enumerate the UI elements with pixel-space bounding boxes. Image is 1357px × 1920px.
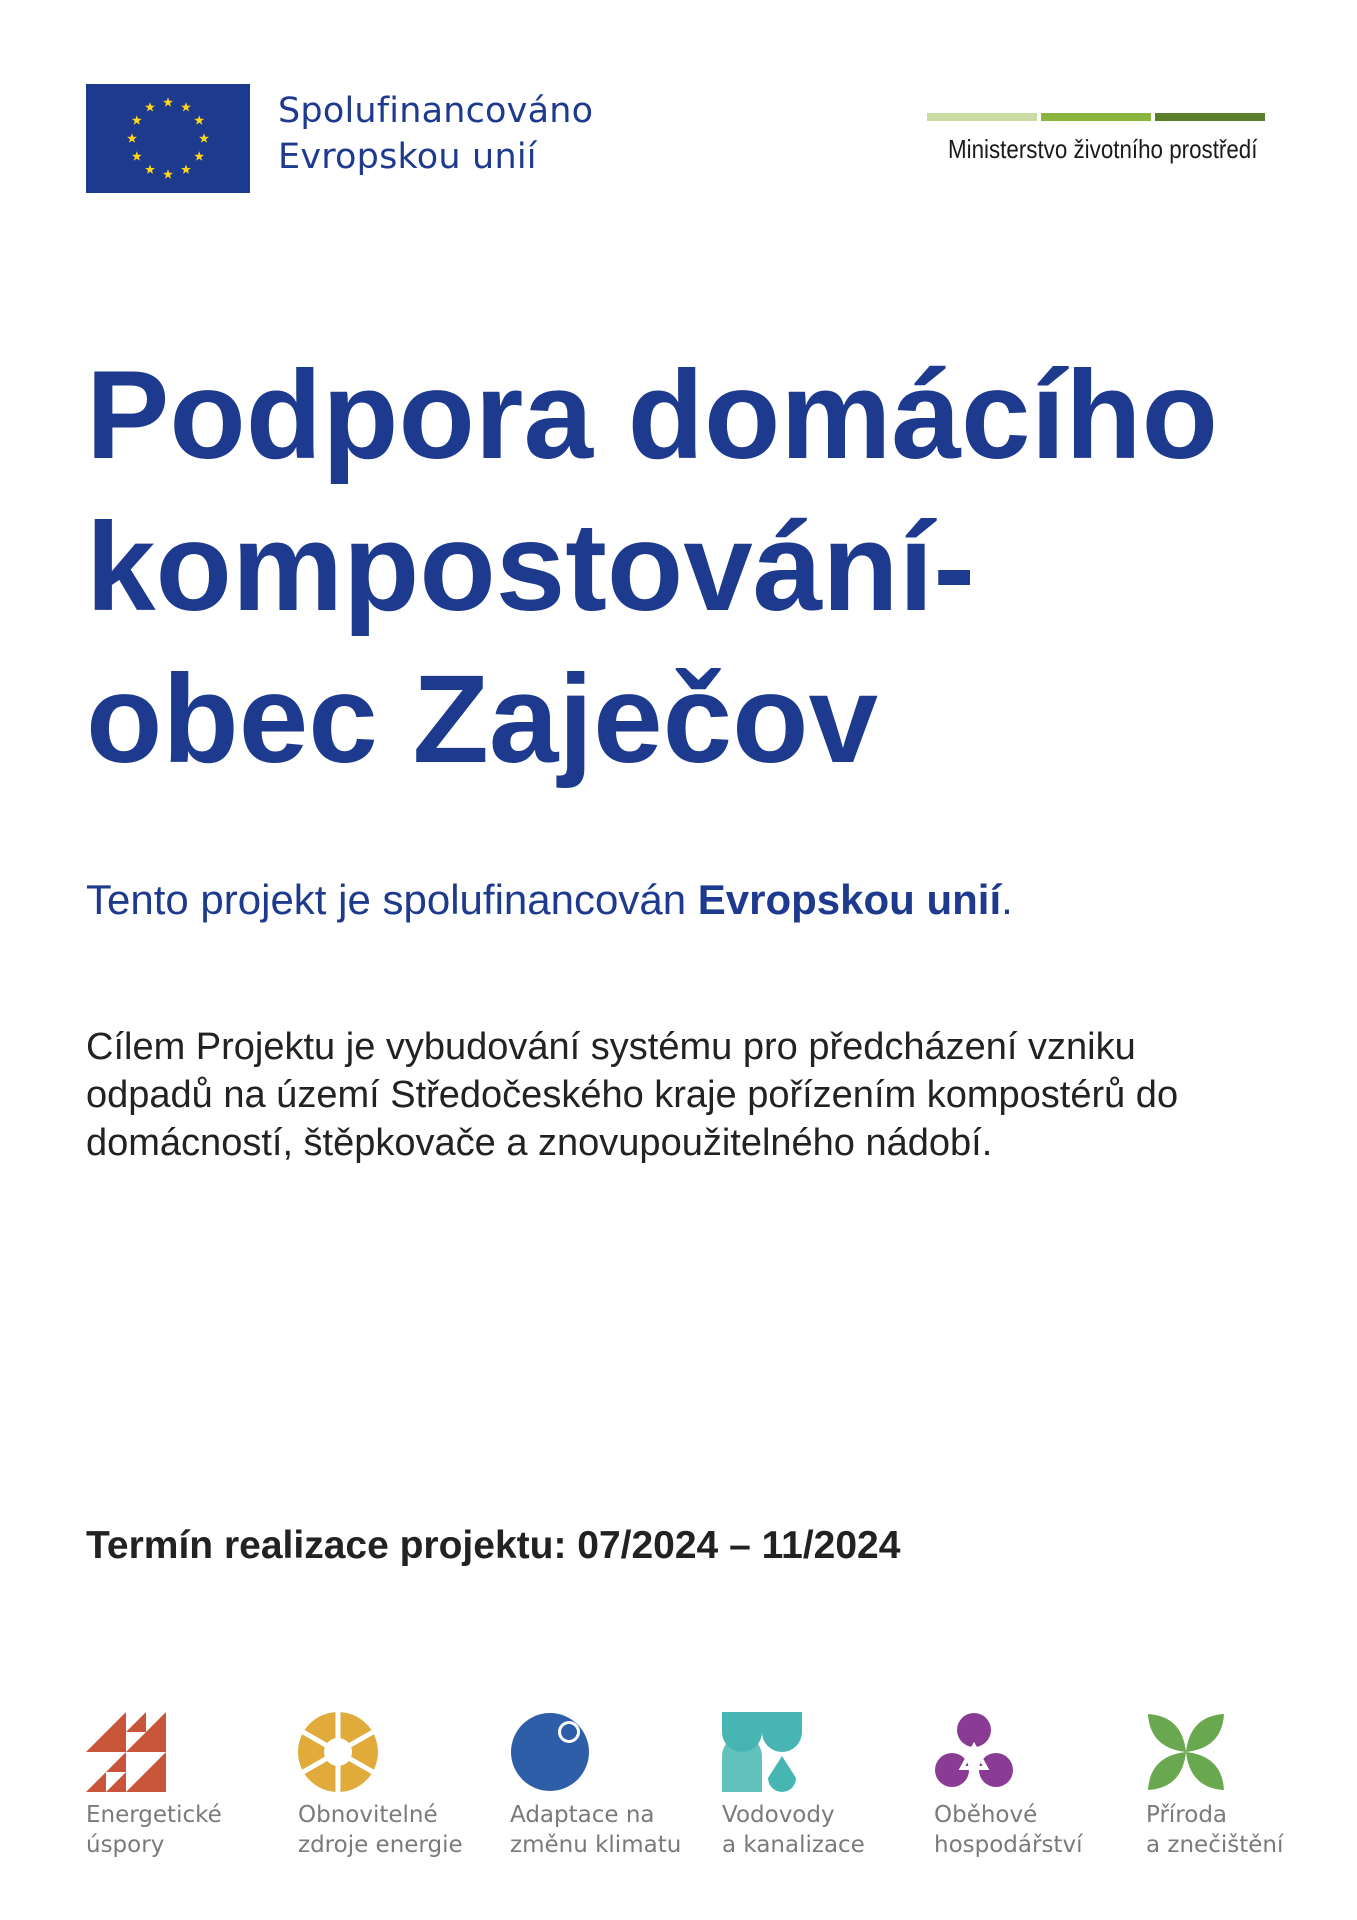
cofinance-prefix: Tento projekt je spolufinancován	[86, 876, 698, 923]
category-climate-adaptation	[510, 1712, 710, 1860]
category-label-line-2: a kanalizace	[722, 1832, 865, 1858]
ministry-name: Ministerstvo životního prostředí	[948, 134, 1258, 164]
category-label-line-2: zdroje energie	[298, 1832, 463, 1858]
project-description	[86, 1023, 1286, 1167]
eu-star-icon	[199, 133, 209, 142]
category-label	[298, 1800, 498, 1860]
eu-star-icon	[194, 115, 204, 124]
cofinance-eu: Evropskou unií	[697, 876, 1002, 923]
title-line-1: Podpora domácího	[86, 346, 1219, 485]
eu-cofinance-label	[278, 88, 593, 180]
ministry-bar-2	[1041, 113, 1151, 121]
page-title	[86, 340, 1286, 796]
category-label	[86, 1800, 286, 1860]
category-label-line-1: Oběhové	[934, 1802, 1038, 1828]
category-label-line-1: Energetické	[86, 1802, 222, 1828]
category-label-line-2: změnu klimatu	[510, 1832, 682, 1858]
eu-star-icon	[163, 169, 173, 178]
eu-flag-logo	[86, 84, 250, 193]
eu-star-icon	[127, 133, 137, 142]
circular-economy-icon	[934, 1712, 1014, 1792]
eu-star-icon	[181, 164, 191, 173]
category-label	[510, 1800, 710, 1860]
category-nature-pollution	[1146, 1712, 1346, 1860]
ministry-bar-3	[1155, 113, 1265, 121]
category-circular-economy	[934, 1712, 1134, 1860]
category-label-line-2: hospodářství	[934, 1832, 1083, 1858]
title-line-3: obec Zaječov	[86, 650, 878, 789]
category-label-line-1: Příroda	[1146, 1802, 1228, 1828]
eu-label-line-1: Spolufinancováno	[278, 91, 594, 131]
category-label-line-1: Vodovody	[722, 1802, 835, 1828]
eu-star-icon	[132, 151, 142, 160]
category-label-line-1: Obnovitelné	[298, 1802, 438, 1828]
ministry-bar-1	[927, 113, 1037, 121]
eu-stars-icon	[86, 84, 250, 193]
cofinance-statement	[86, 876, 1013, 924]
category-label	[722, 1800, 922, 1860]
eu-star-icon	[145, 102, 155, 111]
title-line-2: kompostování-	[86, 498, 975, 637]
nature-pollution-icon	[1146, 1712, 1226, 1792]
eu-star-icon	[194, 151, 204, 160]
category-energy-savings	[86, 1712, 286, 1860]
eu-star-icon	[132, 115, 142, 124]
eu-label-line-2: Evropskou unií	[278, 137, 537, 177]
category-renewable-energy	[298, 1712, 498, 1860]
category-label	[1146, 1800, 1346, 1860]
climate-adaptation-icon	[510, 1712, 590, 1792]
ministry-logo-bars	[927, 113, 1265, 121]
description-line-1: Cílem Projektu je vybudování systému pro předcházení vzniku	[86, 1026, 1136, 1068]
category-water-sewage	[722, 1712, 922, 1860]
description-line-3: domácností, štěpkovače a znovupoužitelného nádobí.	[86, 1122, 993, 1164]
energy-savings-icon	[86, 1712, 166, 1792]
eu-star-icon	[181, 102, 191, 111]
eu-star-icon	[163, 97, 173, 106]
water-sewage-icon	[722, 1712, 802, 1792]
category-label	[934, 1800, 1134, 1860]
category-label-line-2: a znečištění	[1146, 1832, 1284, 1858]
renewable-energy-icon	[298, 1712, 378, 1792]
description-line-2: odpadů na území Středočeského kraje pořízením kompostérů do	[86, 1074, 1179, 1116]
cofinance-suffix: .	[1001, 876, 1013, 923]
category-label-line-2: úspory	[86, 1832, 165, 1858]
project-term: Termín realizace projektu: 07/2024 – 11/2024	[86, 1524, 901, 1567]
eu-star-icon	[145, 164, 155, 173]
category-label-line-1: Adaptace na	[510, 1802, 655, 1828]
